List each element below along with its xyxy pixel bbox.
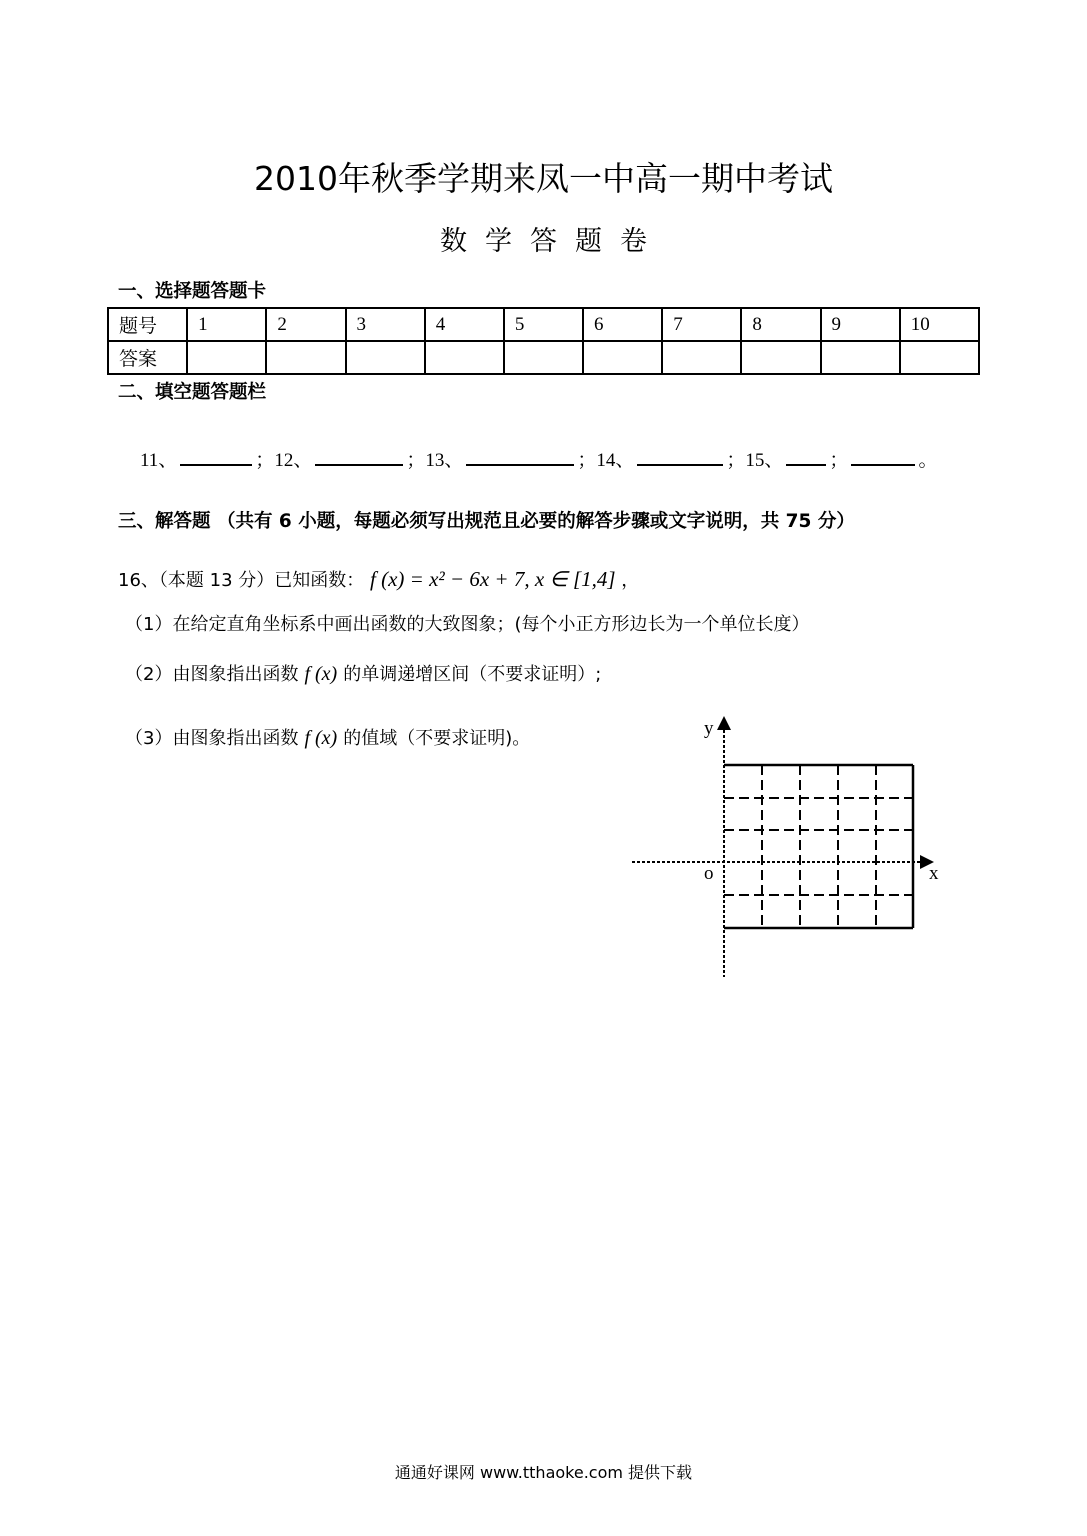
end-mark: 。 [918, 450, 938, 471]
blank-12[interactable] [315, 446, 403, 466]
question-number-cell: 5 [504, 308, 583, 341]
answer-cell[interactable] [187, 341, 266, 374]
row-label-number: 题号 [108, 308, 187, 341]
question-number-cell: 8 [741, 308, 820, 341]
question-number-cell: 6 [583, 308, 662, 341]
page-title: 2010年秋季学期来凤一中高一期中考试 [254, 159, 833, 198]
section-choice-heading: 一、选择题答题卡 [118, 281, 267, 302]
blank-15b[interactable] [851, 446, 915, 466]
row-label-answer: 答案 [108, 341, 187, 374]
page-footer: 通通好课网 www.tthaoke.com 提供下载 [394, 1463, 693, 1482]
blank-label-12: 12、 [274, 450, 313, 471]
question-number-cell: 2 [266, 308, 345, 341]
part-3-suffix: 的值域（不要求证明)。 [343, 728, 531, 749]
function-symbol: f (x) [304, 663, 338, 685]
separator: ； [829, 450, 849, 471]
blank-11[interactable] [180, 446, 252, 466]
blank-label-14: 14、 [596, 450, 635, 471]
separator: ； [255, 450, 275, 471]
question-number-cell: 9 [821, 308, 900, 341]
part-2-suffix: 的单调递增区间（不要求证明）; [343, 664, 602, 685]
answer-cell[interactable] [741, 341, 820, 374]
blank-15a[interactable] [786, 446, 826, 466]
answer-cell[interactable] [504, 341, 583, 374]
answer-cell[interactable] [662, 341, 741, 374]
question-16-part-3 [125, 725, 530, 752]
table-row-numbers [108, 308, 979, 341]
x-axis-label: x [929, 863, 939, 884]
question-number-cell: 3 [346, 308, 425, 341]
answer-cell[interactable] [266, 341, 345, 374]
y-axis-arrow-icon [717, 716, 731, 730]
answer-cell[interactable] [425, 341, 504, 374]
question-number-cell: 7 [662, 308, 741, 341]
y-axis-label: y [704, 718, 714, 739]
separator: ； [726, 450, 746, 471]
part-2-prefix: （2）由图象指出函数 [125, 664, 299, 685]
function-formula: f (x) = x² − 6x + 7, x ∈ [1,4] [370, 567, 616, 591]
origin-label: o [704, 863, 714, 884]
blank-label-11: 11、 [140, 450, 178, 471]
section-fill-heading: 二、填空题答题栏 [118, 382, 267, 403]
table-row-answers [108, 341, 979, 374]
part-3-prefix: （3）由图象指出函数 [125, 728, 299, 749]
blank-label-15: 15、 [745, 450, 784, 471]
question-16-intro-end: ， [621, 570, 640, 591]
question-number-cell: 1 [187, 308, 266, 341]
blank-label-13: 13、 [425, 450, 464, 471]
page-subtitle: 数学答题卷 [440, 226, 665, 257]
question-number-cell: 4 [425, 308, 504, 341]
grid-inner-lines [724, 765, 913, 928]
choice-answer-table [107, 307, 980, 375]
blank-13[interactable] [466, 446, 574, 466]
answer-cell[interactable] [346, 341, 425, 374]
function-symbol: f (x) [304, 727, 338, 749]
grid-outer-lines [724, 765, 913, 928]
separator: ； [406, 450, 426, 471]
answer-cell[interactable] [900, 341, 979, 374]
blank-14[interactable] [637, 446, 723, 466]
answer-cell[interactable] [583, 341, 662, 374]
question-16-stem [118, 566, 639, 594]
question-16-part-2 [125, 661, 601, 688]
fill-blank-line [140, 446, 937, 474]
question-number-cell: 10 [900, 308, 979, 341]
separator: ； [577, 450, 597, 471]
question-16-part-1: （1）在给定直角坐标系中画出函数的大致图象；(每个小正方形边长为一个单位长度） [125, 614, 810, 635]
section-solve-heading: 三、解答题 （共有 6 小题，每题必须写出规范且必要的解答步骤或文字说明，共 75 分） [118, 511, 855, 532]
coordinate-grid[interactable] [620, 712, 960, 984]
question-16-intro: 16、（本题 13 分）已知函数： [118, 570, 365, 591]
answer-cell[interactable] [821, 341, 900, 374]
